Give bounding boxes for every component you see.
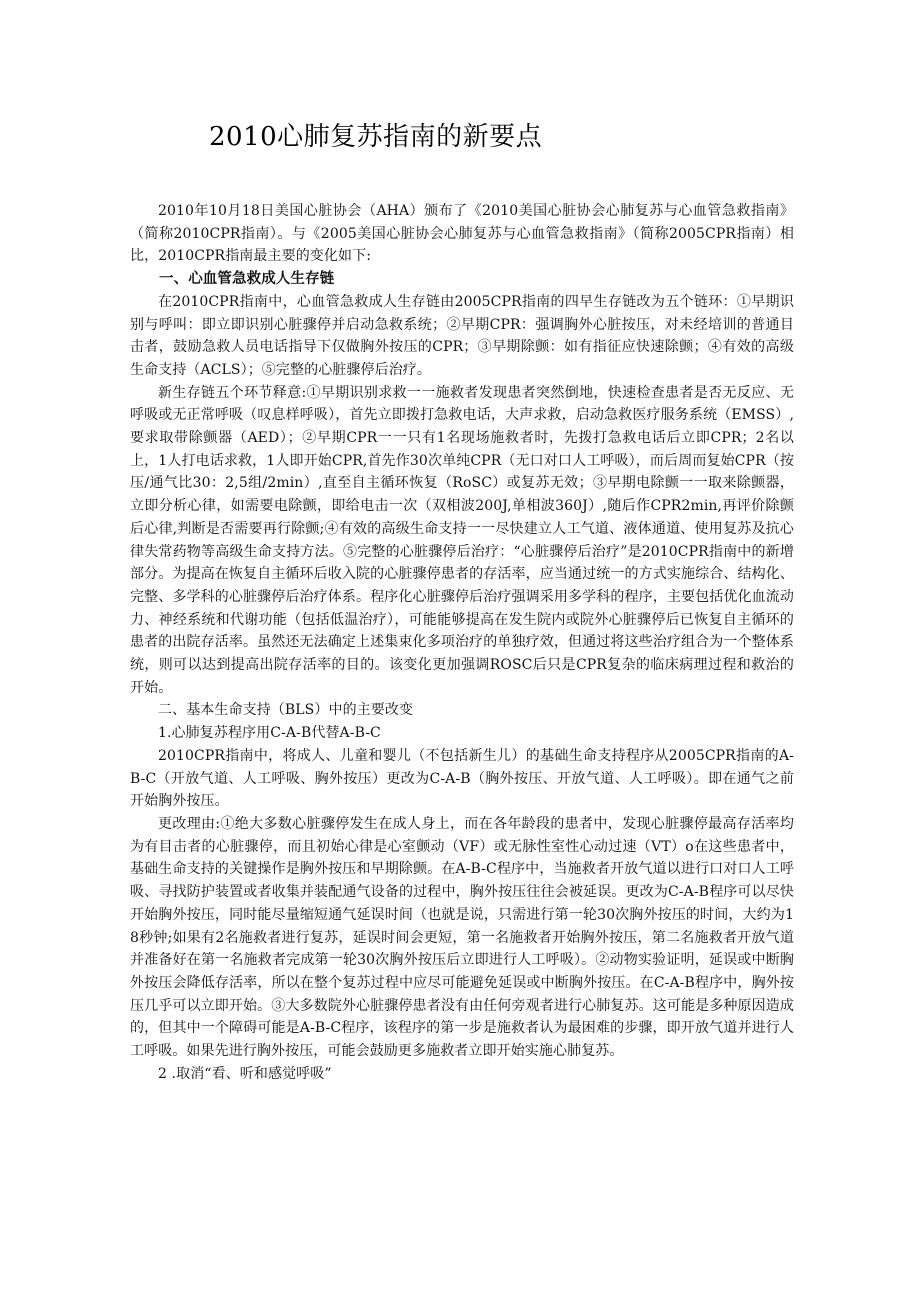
document-title: 2010心肺复苏指南的新要点: [209, 122, 543, 152]
document-body: [130, 200, 794, 1085]
subheading-cab: 1.心肺复苏程序用C-A-B代替A-B-C: [158, 725, 381, 742]
section-heading-survival-chain: 一、心血管急救成人生存链: [159, 271, 335, 288]
survival-chain-explanation-paragraph: 新生存链五个环节释意:①早期识别求救一一施救者发现患者突然倒地，快速检查患者是否无反应、无呼吸或无正常呼吸（叹息样呼吸），首先立即拨打急救电话，大声求救，启动急救医疗服务系统（EMSS）,要求取带除颤器（AED）；②早期CPR一一只有1名现场施救者时，先拨打急救电话后立即CPR；2名以上，1人打电话求救，1人即开始CPR,首先作30次单纯CPR（无口对口人工呼吸），而后周而复始CPR（按压/通气比30：2,5组/2min）,直至自主循环恢复（RoSC）或复苏无效；③早期电除颤一一取来除颤器，立即分析心律，如需要电除颤，即给电击一次（双相波200J,单相波360J）,随后作CPR2min,再评价除颤后心律,判断是否需要再行除颤;④有效的高级生命支持一一尽快建立人工气道、液体通道、使用复苏及抗心律失常药物等高级生命支持方法。⑤完整的心脏骤停后治疗：“心脏骤停后治疗”是2010CPR指南中的新增部分。为提高在恢复自主循环后收入院的心脏骤停患者的存活率，应当通过统一的方式实施综合、结构化、完整、多学科的心脏骤停后治疗体系。程序化心脏骤停后治疗强调采用多学科的程序，主要包括优化血流动力、神经系统和代谢功能（包括低温治疗），可能能够提高在发生院内或院外心脏骤停后已恢复自主循环的患者的出院存活率。虽然还无法确定上述集束化多项治疗的单独疗效，但通过将这些治疗组合为一个整体系统，则可以达到提高出院存活率的目的。该变化更加强调ROSC后只是CPR复杂的临床病理过程和救治的开始。: [130, 384, 794, 696]
intro-paragraph: 2010年10月18日美国心脏协会（AHA）颁布了《2010美国心脏协会心肺复苏与心血管急救指南》（简称2010CPR指南）。与《2005美国心脏协会心肺复苏与心血管急救指南》（简称2005CPR指南）相比，2010CPR指南最主要的变化如下:: [130, 203, 794, 265]
section-heading-bls: 二、基本生命支持（BLS）中的主要改变: [158, 702, 414, 719]
change-rationale-paragraph: 更改理由:①绝大多数心脏骤停发生在成人身上，而在各年龄段的患者中，发现心脏骤停最高存活率均为有目击者的心脏骤停，而且初始心律是心室颤动（VF）或无脉性室性心动过速（VT）o在这些患者中，基础生命支持的关键操作是胸外按压和早期除颤。在A-B-C程序中，当施救者开放气道以进行口对口人工呼吸、寻找防护装置或者收集并装配通气设备的过程中，胸外按压往往会被延误。更改为C-A-B程序可以尽快开始胸外按压，同时能尽量缩短通气延误时间（也就是说，只需进行第一轮30次胸外按压的时间，大约为18秒钟;如果有2名施救者进行复苏，延误时间会更短，第一名施救者开始胸外按压，第二名施救者开放气道并准备好在第一名施救者完成第一轮30次胸外按压后立即进行人工呼吸）。②动物实验证明，延误或中断胸外按压会降低存活率，所以在整个复苏过程中应尽可能避免延误或中断胸外按压。在C-A-B程序中，胸外按压几乎可以立即开始。③大多数院外心脏骤停患者没有由任何旁观者进行心肺复苏。这可能是多种原因造成的，但其中一个障碍可能是A-B-C程序，该程序的第一步是施救者认为最困难的步骤，即开放气道并进行人工呼吸。如果先进行胸外按压，可能会鼓励更多施救者立即开始实施心肺复苏。: [130, 815, 794, 1060]
cab-change-paragraph: 2010CPR指南中，将成人、儿童和婴儿（不包括新生儿）的基础生命支持程序从2005CPR指南的A-B-C（开放气道、人工呼吸、胸外按压）更改为C-A-B（胸外按压、开放气道、人工呼吸）。即在通气之前开始胸外按压。: [130, 747, 794, 810]
survival-chain-paragraph: 在2010CPR指南中，心血管急救成人生存链由2005CPR指南的四早生存链改为五个链环：①早期识别与呼叫：即立即识别心脏骤停并启动急救系统；②早期CPR：强调胸外心脏按压，对未经培训的普通目击者，鼓励急救人员电话指导下仅做胸外按压的CPR；③早期除颤：如有指征应快速除颤；④有效的高级生命支持（ACLS）；⑤完整的心脏骤停后治疗。: [130, 293, 794, 378]
subheading-look-listen-feel: 2 .取消“看、听和感觉呼吸”: [158, 1065, 332, 1082]
